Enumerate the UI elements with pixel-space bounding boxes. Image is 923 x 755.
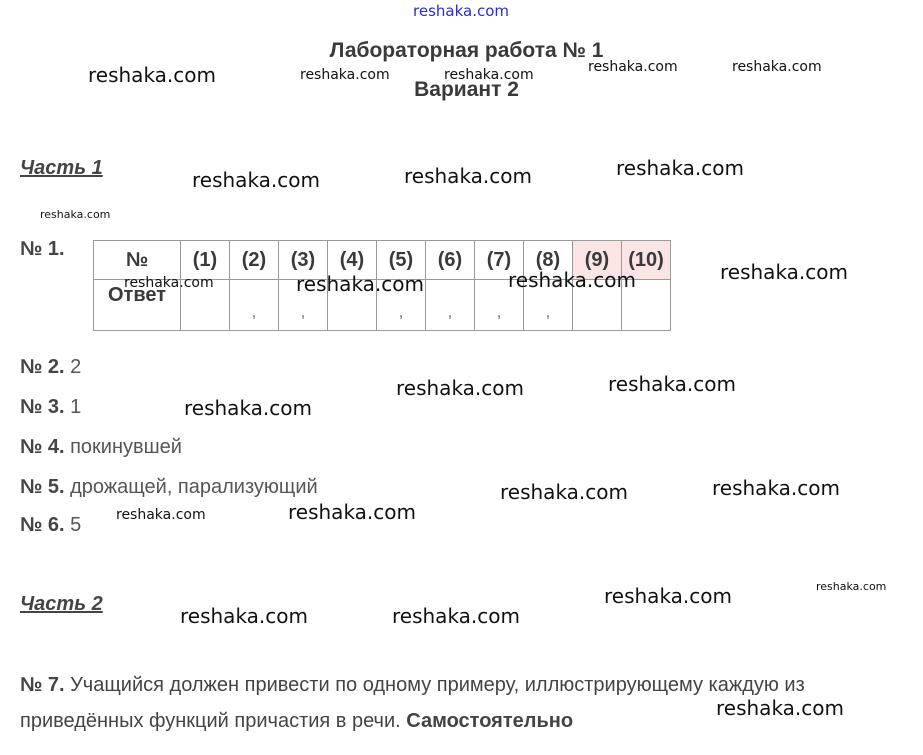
watermark: reshaka.com bbox=[192, 168, 320, 192]
watermark: reshaka.com bbox=[712, 476, 840, 500]
item-number: № 2. bbox=[20, 356, 65, 378]
part1-label: Часть 1 bbox=[20, 157, 103, 179]
answer-item bbox=[20, 356, 81, 379]
watermark: reshaka.com bbox=[608, 372, 736, 396]
watermark: reshaka.com bbox=[816, 580, 887, 593]
page-title: Лабораторная работа № 1 bbox=[329, 39, 604, 62]
watermark: reshaka.com bbox=[184, 396, 312, 420]
answer-cell: , bbox=[524, 280, 573, 331]
watermark: reshaka.com bbox=[392, 604, 520, 628]
col-header: (4) bbox=[328, 241, 377, 280]
watermark: reshaka.com bbox=[180, 604, 308, 628]
row-header-cell: № bbox=[94, 241, 181, 280]
watermark: reshaka.com bbox=[444, 67, 534, 83]
answer-cell: , bbox=[279, 280, 328, 331]
item-value: 5 bbox=[70, 514, 82, 536]
watermark: reshaka.com bbox=[40, 208, 111, 221]
item-number: № 6. bbox=[20, 514, 65, 536]
col-header: (2) bbox=[230, 241, 279, 280]
watermark: reshaka.com bbox=[300, 67, 390, 83]
item-number: № 5. bbox=[20, 476, 65, 498]
watermark: reshaka.com bbox=[588, 59, 678, 75]
site-label: reshaka.com bbox=[413, 2, 509, 20]
task7-bold: Самостоятельно bbox=[406, 710, 574, 732]
task7-line2 bbox=[20, 710, 573, 733]
answer-row-label: Ответ bbox=[94, 280, 181, 331]
watermark: reshaka.com bbox=[508, 268, 636, 292]
task7-text-cont: приведённых функций причастия в речи. bbox=[20, 710, 401, 732]
watermark: reshaka.com bbox=[124, 275, 214, 291]
col-header: (6) bbox=[426, 241, 475, 280]
answer-item bbox=[20, 514, 81, 537]
task7-text: Учащийся должен привести по одному примеру, иллюстрирующему каждую из bbox=[70, 674, 805, 696]
watermark: reshaka.com bbox=[720, 260, 848, 284]
item-value: дрожащей, парализующий bbox=[70, 476, 318, 498]
variant-title: Вариант 2 bbox=[414, 78, 519, 101]
item-value: 2 bbox=[70, 356, 82, 378]
watermark: reshaka.com bbox=[88, 63, 216, 87]
watermark: reshaka.com bbox=[116, 507, 206, 523]
answer-item bbox=[20, 396, 81, 419]
answer-cell: , bbox=[377, 280, 426, 331]
col-header: (7) bbox=[475, 241, 524, 280]
col-header: (5) bbox=[377, 241, 426, 280]
watermark: reshaka.com bbox=[616, 156, 744, 180]
watermark: reshaka.com bbox=[296, 272, 424, 296]
answer-cell: , bbox=[475, 280, 524, 331]
watermark: reshaka.com bbox=[716, 696, 844, 720]
col-header: (8) bbox=[524, 241, 573, 280]
item-value: 1 bbox=[70, 396, 82, 418]
col-header: (3) bbox=[279, 241, 328, 280]
item-value: покинувшей bbox=[70, 436, 182, 458]
task1-label bbox=[20, 238, 65, 261]
answer-cell: , bbox=[230, 280, 279, 331]
col-header: (9) bbox=[573, 241, 622, 280]
col-header: (1) bbox=[181, 241, 230, 280]
item-number: № 3. bbox=[20, 396, 65, 418]
item-number: № 4. bbox=[20, 436, 65, 458]
watermark: reshaka.com bbox=[732, 59, 822, 75]
answer-item bbox=[20, 436, 182, 459]
col-header: (10) bbox=[622, 241, 671, 280]
task7-line1 bbox=[20, 674, 805, 697]
watermark: reshaka.com bbox=[500, 480, 628, 504]
watermark: reshaka.com bbox=[604, 584, 732, 608]
answer-item bbox=[20, 476, 318, 499]
watermark: reshaka.com bbox=[404, 164, 532, 188]
task1-number: № 1. bbox=[20, 238, 65, 260]
watermark: reshaka.com bbox=[288, 500, 416, 524]
part2-label: Часть 2 bbox=[20, 593, 103, 615]
task7-number: № 7. bbox=[20, 674, 65, 696]
watermark: reshaka.com bbox=[396, 376, 524, 400]
answer-cell: , bbox=[426, 280, 475, 331]
